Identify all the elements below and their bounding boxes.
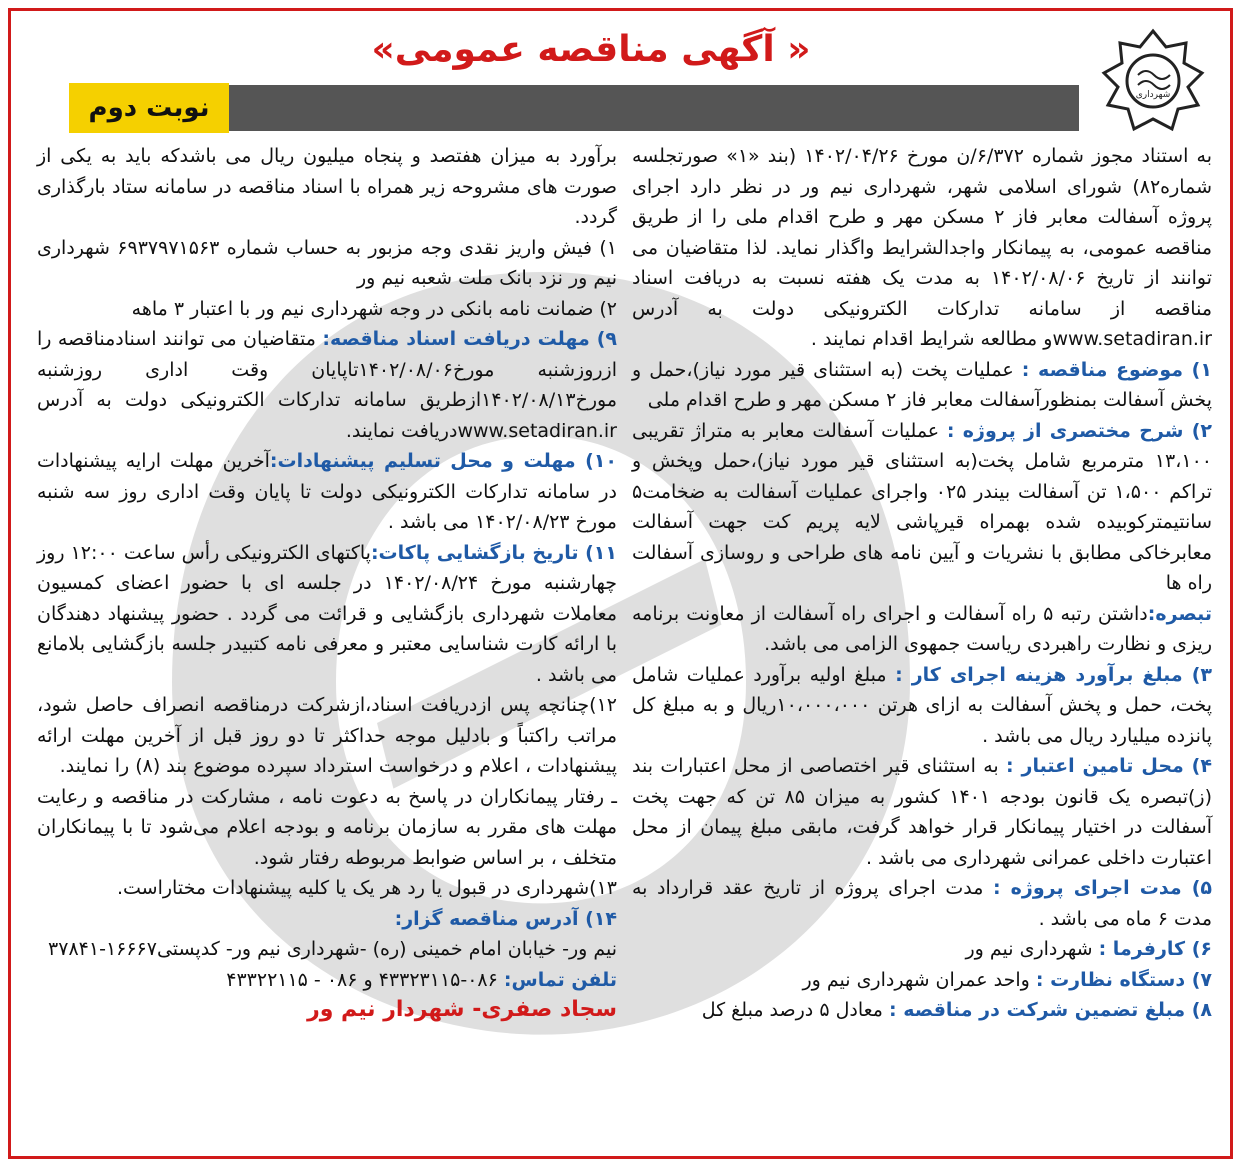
municipality-logo-icon [1098, 27, 1208, 137]
second-round-badge: نوبت دوم [69, 83, 229, 133]
logo-text: شهرداری [1135, 90, 1171, 100]
section-6-text: شهرداری نیم ور [965, 938, 1093, 960]
section-14 [37, 904, 617, 935]
section-5 [632, 873, 1212, 934]
signature-line [37, 995, 617, 1026]
section-10 [37, 446, 617, 538]
section-13: ۱۳)شهرداری در قبول یا رد هر یک یا کلیه پیشنهادات مختاراست. [116, 877, 617, 899]
note-label: تبصره: [1147, 602, 1212, 625]
notice-title: « آگهی مناقصه عمومی» [371, 29, 811, 70]
section-11 [37, 538, 617, 691]
section-3-label: ۳) مبلغ برآورد هزینه اجرای کار : [895, 663, 1212, 686]
section-11-label: ۱۱) تاریخ بازگشایی پاکات: [370, 541, 617, 564]
phone-label: تلفن تماس: [503, 968, 617, 991]
intro-text: به استناد مجوز شماره ۶/۳۷۲/ن مورخ ۱۴۰۲/۰۴/۲۶ (بند «۱» صورتجلسه شماره۸۲) شورای اسلامی شهر، شهرداری نیم ور در نظر دارد اجرای پروژه آسفالت معابر فاز ۲ مسکن مهر و طرح اقدام ملی را از طریق مناقصه عمومی، به پیمانکار واجدالشرایط واگذار نماید. لذا متقاضیان می توانند از تاریخ ۱۴۰۲/۰۸/۰۶ به مدت یک هفته نسبت به دریافت اسناد مناقصه از سامانه تدارکات الکترونیکی دولت به آدرس [632, 145, 1212, 320]
section-8-label: ۸) مبلغ تضمین شرکت در مناقصه : [889, 999, 1212, 1021]
section-9-text: متقاضیان می توانند اسنادمناقصه را ازروزشنبه مورخ۱۴۰۲/۰۸/۰۶تاپایان وقت اداری روزشنبه مورخ۱۴۰۲/۰۸/۱۳ازطریق سامانه تدارکات الکترونیکی دولت به آدرس [37, 328, 617, 411]
section-9-label: ۹) مهلت دریافت اسناد مناقصه: [322, 328, 617, 350]
section-4-label: ۴) محل تامین اعتبار : [1006, 755, 1212, 777]
section-9-end: دریافت نمایند. [345, 419, 458, 442]
contractor-behavior-note: ـ رفتار پیمانکاران در پاسخ به دعوت نامه ، مشارکت در مناقصه و رعایت مهلت های مقرر به سازمان برنامه و بودجه اعلام می‌شود تا با پیمانکاران متخلف ، بر اساس ضوابط مربوطه رفتار شود. [37, 785, 617, 869]
section-6-label: ۶) کارفرما : [1098, 938, 1212, 960]
guarantee-continuation: برآورد به میزان هفتصد و پنجاه میلیون ریال می باشدکه باید به یکی از صورت های مشروحه زیر همراه با اسناد مناقصه در سامانه ستاد بارگذاری گردد. [37, 145, 617, 228]
section-7-text: واحد عمران شهرداری نیم ور [802, 968, 1030, 991]
section-7 [632, 965, 1212, 996]
section-3 [632, 660, 1212, 752]
section-5-label: ۵) مدت اجرای پروژه : [992, 877, 1212, 899]
section-1 [632, 355, 1212, 416]
section-2 [632, 416, 1212, 599]
intro-paragraph [632, 141, 1212, 355]
signature: سجاد صفری- شهردار نیم ور [307, 997, 617, 1022]
left-column [37, 141, 617, 1151]
section-1-label: ۱) موضوع مناقصه : [1021, 358, 1212, 381]
notice-header [11, 11, 1230, 131]
section-5-text: مدت اجرای پروژه از تاریخ عقد قرارداد به مدت ۶ ماه می باشد . [632, 877, 1212, 930]
section-14-label: ۱۴) آدرس مناقصه گزار: [394, 907, 617, 930]
section-8-text: معادل ۵ درصد مبلغ کل [701, 999, 883, 1021]
section-4 [632, 751, 1212, 873]
note [632, 599, 1212, 660]
guarantee-item-2: ۲) ضمانت نامه بانکی در وجه شهرداری نیم ور با اعتبار ۳ ماهه [131, 297, 617, 320]
section-1-text: عملیات پخت (به استثنای قیر مورد نیاز)،حمل و پخش آسفالت بمنظورآسفالت معابر فاز ۲ مسکن مهر و طرح اقدام ملی [632, 358, 1212, 411]
section-4-text: به استثنای قیر اختصاصی از محل اعتبارات بند (ز)تبصره یک قانون بودجه ۱۴۰۱ کشور به میزان ۸۵ تن که جهت پخت آسفالت در اختیار پیمانکار قرار خواهد گرفت، مابقی مبلغ پیمان از محل اعتبارت داخلی عمرانی شهرداری می باشد . [632, 755, 1213, 869]
phone-line [37, 965, 617, 996]
section-2-text: عملیات آسفالت معابر به متراژ تقریبی ۱۳،۱۰۰ مترمربع شامل پخت(به استثنای قیر مورد نیاز)،حمل وپخش و تراکم ۱،۵۰۰ تن آسفالت بیندر ۰۲۵ واجرای عملیات آسفالت به ضخامت۵ سانتیمترکوبیده شده بهمراه قیرپاشی لایه پریم کت جهت آسفالت معابرخاکی مطابق با نشریات و آیین نامه های طراحی و روسازی آسفالت راه ها [632, 419, 1212, 594]
section-3-text: مبلغ اولیه برآورد عملیات شامل پخت، حمل و پخش آسفالت به ازای هرتن ۱۰،۰۰۰،۰۰۰ریال و به مبلغ کل پانزده میلیارد ریال می باشد . [632, 663, 1212, 747]
section-7-label: ۷) دستگاه نظارت : [1035, 968, 1212, 991]
notice-frame [8, 8, 1233, 1159]
section-9-url: www.setadiran.ir [457, 419, 617, 442]
section-12: ۱۲)چنانچه پس ازدریافت اسناد،ازشرکت درمناقصه انصراف حاصل شود، مراتب راکتباً و بادلیل موجه حداکثر تا دو روز قبل از آخرین مهلت ارائه پیشنهادات ، اعلام و درخواست استرداد سپرده موضوع بند (۸) را نمایند. [37, 694, 617, 777]
note-text: داشتن رتبه ۵ راه آسفالت و اجرای راه آسفالت از معاونت برنامه ریزی و نظارت راهبردی ریاست جمهوی الزامی می باشد. [632, 602, 1212, 655]
guarantee-item-1: ۱) فیش واریز نقدی وجه مزبور به حساب شماره ۶۹۳۷۹۷۱۵۶۳ شهرداری نیم ور نزد بانک ملت شعبه نیم ور [37, 236, 617, 289]
setad-url: www.setadiran.ir [1052, 328, 1212, 350]
section-11-text: پاکتهای الکترونیکی رأس ساعت ۱۲:۰۰ روز چهارشنبه مورخ ۱۴۰۲/۰۸/۲۴ در جلسه ای با حضور اعضای کمسیون معاملات شهرداری بازگشایی و قرائت می گردد . حضور پیشنهاد دهندگان با ارائه کارت شناسایی معتبر و معرفی نامه کتبیدر جلسه بازگشایی بلامانع می باشد . [37, 541, 617, 686]
section-2-label: ۲) شرح مختصری از پروژه : [946, 419, 1213, 442]
address: نیم ور- خیابان امام خمینی (ره) -شهرداری نیم ور- کدپستی۱۶۶۶۷-۳۷۸۴۱ [48, 938, 617, 960]
section-6 [632, 934, 1212, 965]
right-column [632, 141, 1212, 1151]
section-8 [632, 995, 1212, 1026]
section-10-text: آخرین مهلت ارایه پیشنهادات در سامانه تدارکات الکترونیکی دولت تا پایان وقت اداری روز سه شنبه مورخ ۱۴۰۲/۰۸/۲۳ می باشد . [37, 450, 617, 533]
section-9 [37, 324, 617, 446]
section-10-label: ۱۰) مهلت و محل تسلیم پیشنهادات: [269, 450, 617, 472]
phone-numbers: ۰۸۶-۴۳۳۲۳۱۱۵ و ۰۸۶ - ۴۳۳۲۲۱۱۵ [226, 968, 498, 991]
intro-end: و مطالعه شرایط اقدام نمایند . [810, 328, 1053, 350]
